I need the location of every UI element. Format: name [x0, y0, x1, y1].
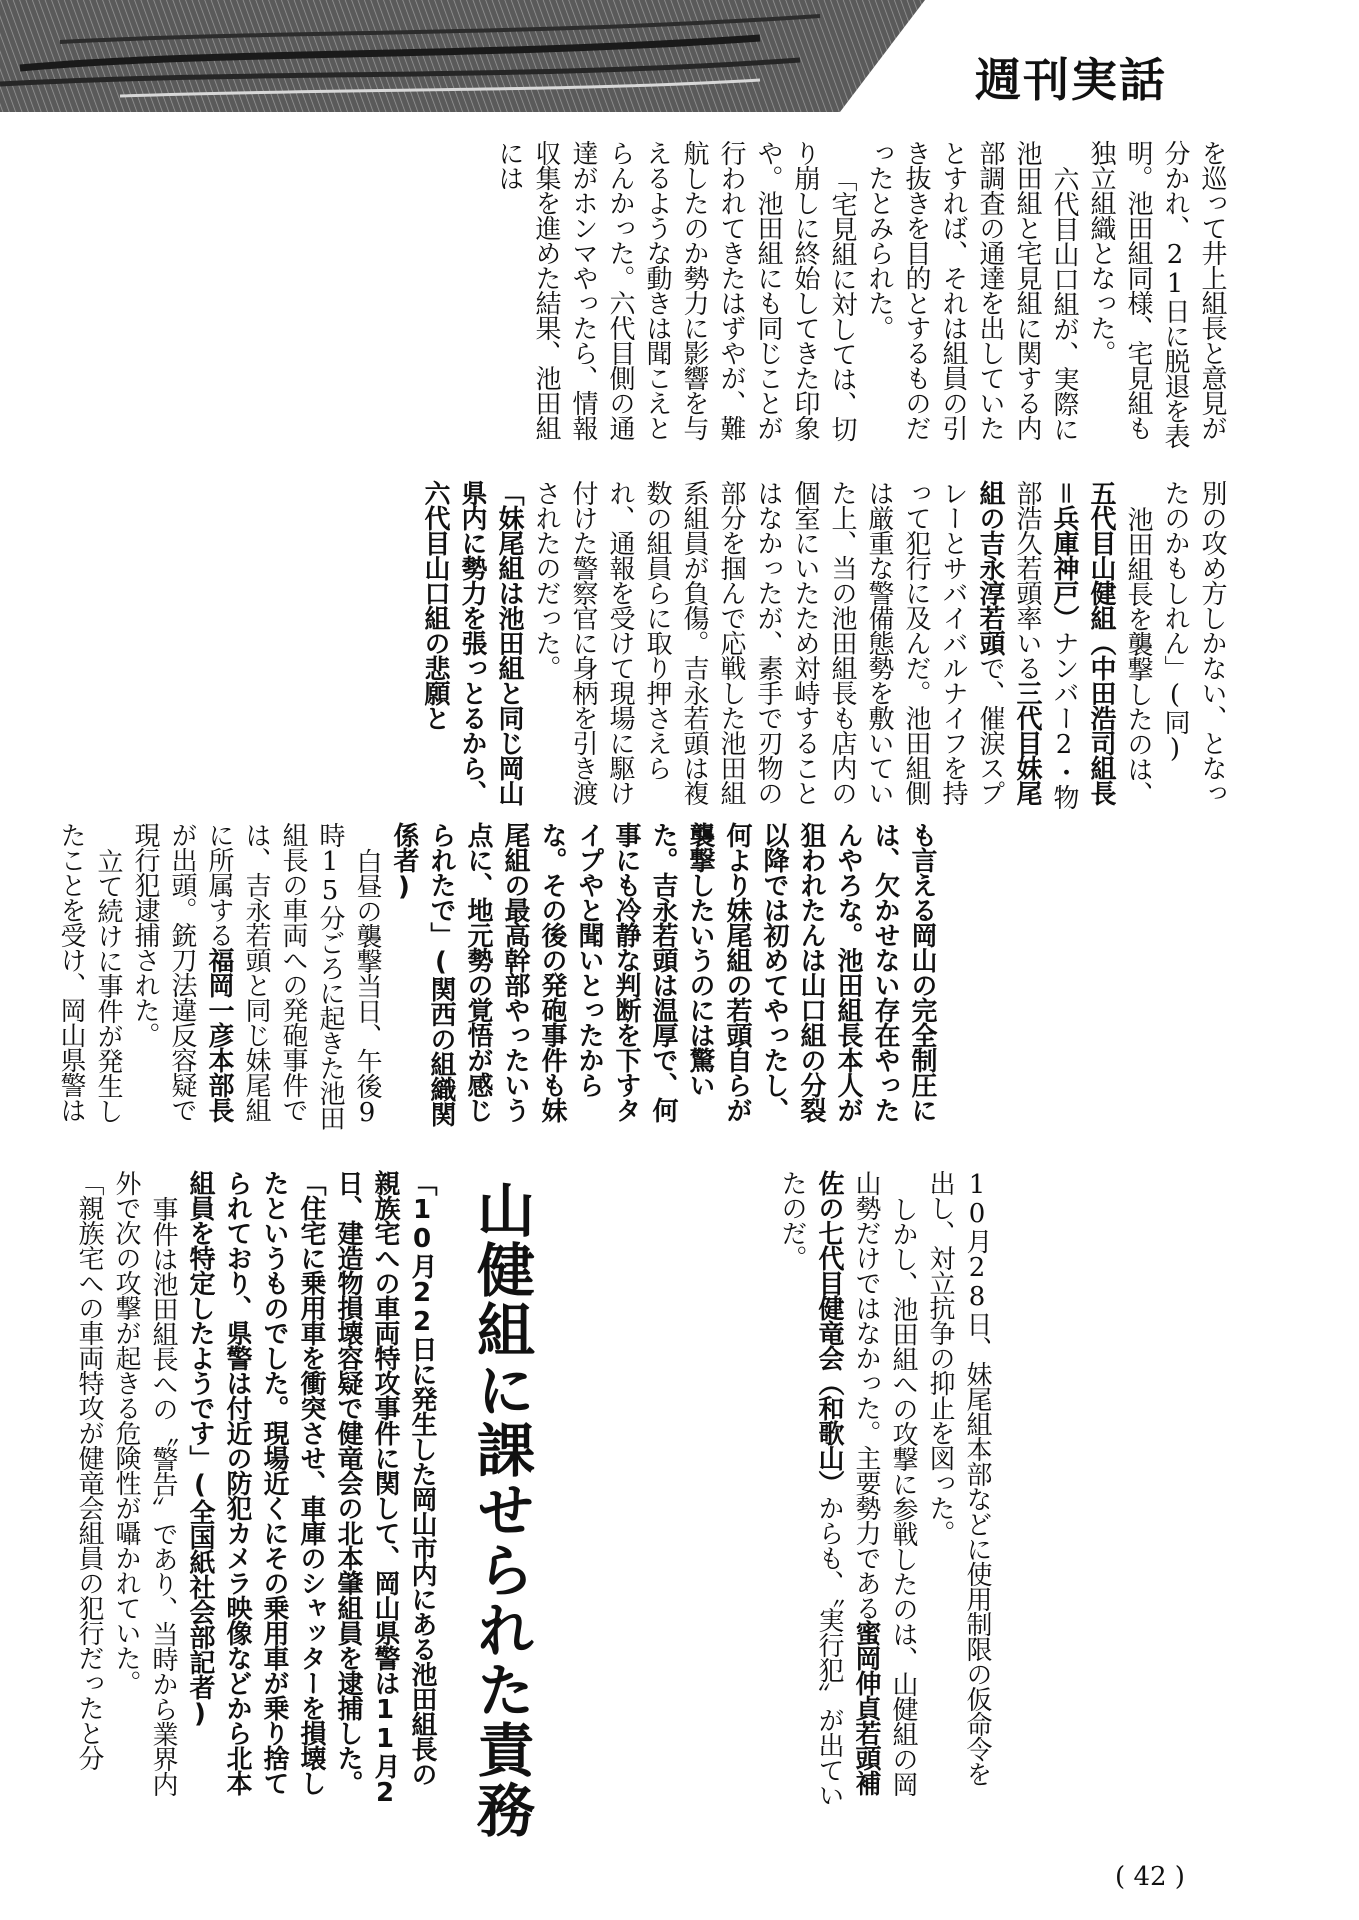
section-headline: 山健組に課せられた責務 — [467, 1180, 535, 1840]
header-banner — [0, 0, 925, 112]
gang-name-highlight: 五代目山健組（中田浩司組長＝兵庫神戸） — [1049, 480, 1116, 805]
quote-paragraph — [385, 822, 940, 1142]
paragraph-text: 白昼の襲撃当日、午後9時15分ごろに起きた池田組長の車両への発砲事件では、吉永若頭と同じ妹尾組に所属する — [204, 822, 382, 1130]
paragraph-text: 池田組長を襲撃したのは、 — [1123, 506, 1153, 806]
article-paragraph: 立て続けに事件が発生したことを受け、岡山県警は — [56, 822, 123, 1123]
article-column-top-right — [494, 140, 1230, 460]
article-paragraph: 「親族宅への車両特攻が健竜会組員の犯行だったと分 — [74, 1170, 104, 1770]
paragraph-text: ナンバー2・物部浩久若頭 — [1012, 480, 1079, 809]
article-column-bottom-left — [60, 1170, 440, 1810]
page-number: ( 42 ) — [1115, 1862, 1185, 1892]
paragraph-text: 率いる — [1012, 605, 1042, 680]
quote-paragraph — [181, 1170, 440, 1810]
quote-source: (関西の組織関係者) — [389, 822, 456, 1126]
article-column-bottom-right — [555, 1170, 995, 1810]
article-paragraph: を巡って井上組長と意見が分かれ、21日に脱退を表明。池田組同様、宅見組も独立組織となった。 — [1086, 140, 1227, 448]
article-paragraph: 事件は池田組長への〝警告〟であり、当時から業界内外で次の攻撃が起きる危険性が囁かれていた。 — [111, 1170, 178, 1796]
article-paragraph — [527, 480, 1156, 810]
person-name-highlight: 福岡一彦本部長 — [204, 947, 234, 1122]
paragraph-text: しかし、池田組への攻撃に参戦したのは、山健組の — [888, 1196, 918, 1771]
quote-text: 「10月22日に発生した岡山市内にある池田組長の親族宅への車両特攻事件に関して、岡山県警は11月2日、建造物損壊容疑で健竜会の北本肇組員を逮捕した。「住宅に乗用車を衝突させ、車庫のシャッターを損壊したというものでした。現場近くにその乗用車が乗り捨てられており、県警は付近の防犯カメラ映像などから北本組員を特定したようです」 — [185, 1170, 437, 1807]
article-column-middle-right — [380, 480, 1230, 810]
magazine-title: 週刊実話 — [975, 53, 1167, 107]
gang-name-highlight: 三代目妹尾組の吉永淳若頭 — [975, 480, 1042, 805]
article-column-middle-left — [56, 822, 940, 1142]
paragraph-text: 岡山勢だけではなかった。主要勢力である — [851, 1170, 918, 1796]
article-paragraph — [126, 822, 385, 1142]
quote-paragraph: 「妹尾組は池田組と同じ岡山県内に勢力を張っとるから、六代目山口組の悲願と — [420, 480, 524, 805]
quote-text: も言える岡山の完全制圧には、欠かせない存在やったんやろな。池田組長本人が狙われたんは山口組の分裂以降では初めてやったし、何より妹尾組の若頭自らが襲撃したいうのには驚いた。吉永若頭は温厚で、何事にも冷静な判断を下すタイプやと聞いとったからな。その後の発砲事件も妹尾組の最高幹部やったいう点に、地元勢の覚悟が感じられたで」 — [426, 822, 937, 1122]
article-paragraph: 10月28日、妹尾組本部などに使用制限の仮命令を出し、対立抗争の抑止を図った。 — [925, 1170, 992, 1786]
quote-source: (全国紙社会部記者) — [185, 1470, 215, 1728]
gang-name-highlight: 蜜岡伸貞若頭補佐の七代目健竜会（和歌山） — [814, 1170, 881, 1795]
article-paragraph: 「宅見組に対しては、切り崩しに終始してきた印象や。池田組にも同じことが行われてきたはずやが、難航したのか勢力に影響を与えるような動きは聞こえとらんかった。六代目側の通達がホンマやったら、情報収集を進めた結果、池田組には — [494, 140, 857, 441]
paragraph-text: が出頭。銃刀法違反容疑で現行犯逮捕された。 — [130, 822, 197, 1122]
paragraph-text: で、催涙スプレーとサバイバルナイフを持って犯行に及んだ。池田組側は厳重な警備態勢を敷いていた上、当の池田組長も店内の個室にいたため対峙することはなかったが、素手で刃物の部分を掴んで応戦した池田組系組員が負傷。吉永若頭は複数の組員らに取り押さえられ、通報を受けて現場に駆け付けた警察官に身柄を引き渡されたのだった。 — [531, 480, 1005, 805]
paragraph-text: からも、〝実行犯〟が出ていたのだ。 — [777, 1170, 844, 1807]
article-paragraph: 別の攻め方しかない、となったのかもしれん」(同) — [1160, 480, 1227, 805]
article-paragraph: 六代目山口組が、実際に池田組と宅見組に関する内部調査の通達を出していたとすれば、それは組員の引き抜きを目的とするものだったとみられた。 — [864, 140, 1079, 441]
article-paragraph — [773, 1170, 921, 1810]
